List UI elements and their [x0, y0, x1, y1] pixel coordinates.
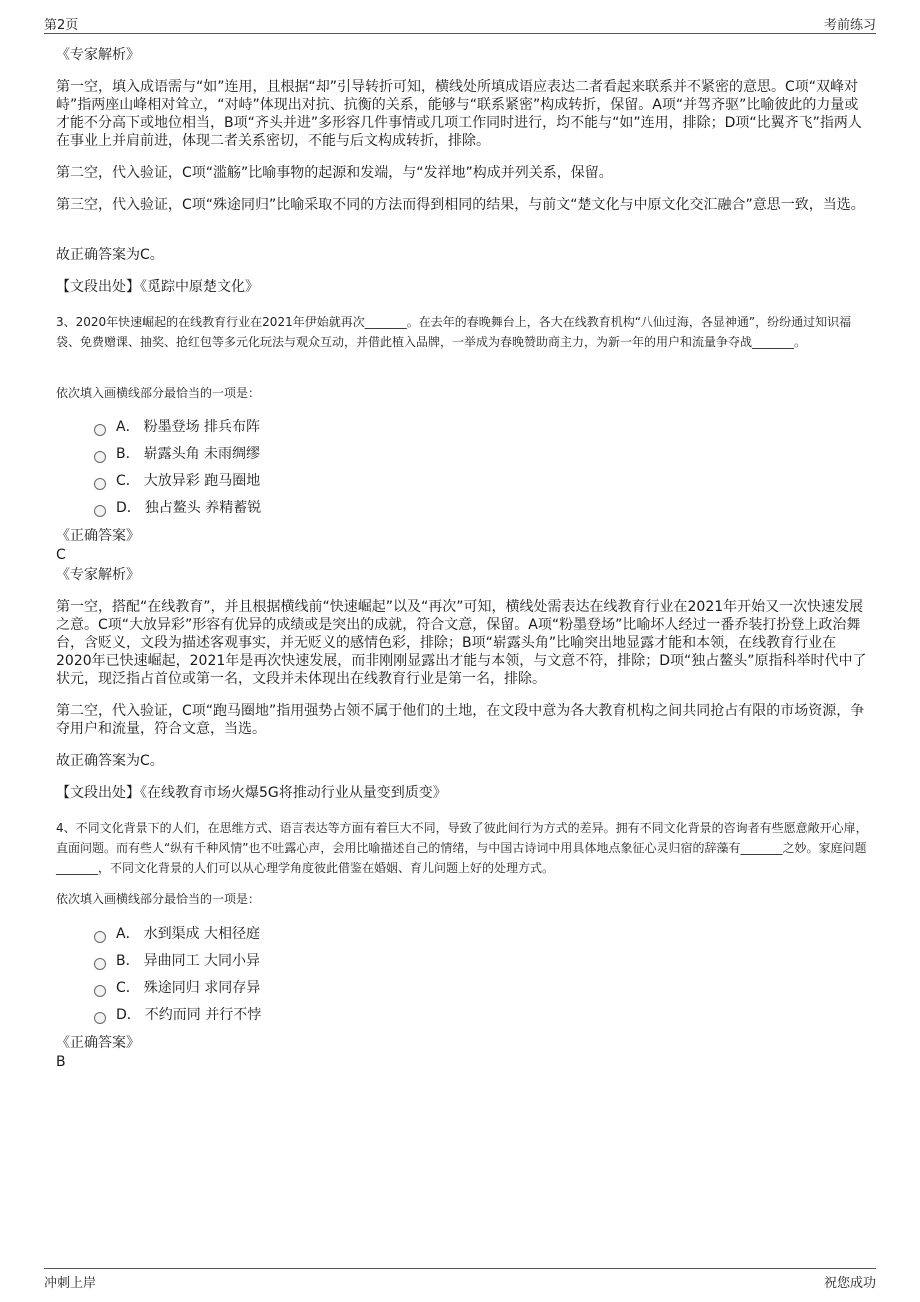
correct-answer: B [56, 1054, 66, 1070]
radio-icon[interactable] [94, 958, 106, 970]
radio-icon[interactable] [94, 478, 106, 490]
expert-analysis-label: 《专家解析》 [56, 567, 140, 583]
radio-icon[interactable] [94, 931, 106, 943]
expert-analysis-label: 《专家解析》 [56, 47, 140, 63]
analysis-paragraph: 第三空，代入验证，C项“殊途同归”比喻采取不同的方法而得到相同的结果，与前文“楚文化与中原文化交汇融合”意思一致，当选。 [56, 197, 865, 213]
analysis-paragraph: 第一空，搭配“在线教育”，并且根据横线前“快速崛起”以及“再次”可知，横线处需表达在线教育行业在2021年开始又一次快速发展之意。C项“大放异彩”形容有优异的成绩或是突出的成就，符合文意，保留。A项“粉墨登场”比喻坏人经过一番乔装打扮登上政治舞台，含贬义，文段为描述客观事实，并无贬义的感情色彩，排除；B项“崭露头角”比喻突出地显露才能和本领，在线教育行业在2020年已快速崛起，2021年是再次快速发展，而非刚刚显露出才能与本领，与文意不符，排除；D项“独占鳌头”原指科举时代中了状元，现泛指占首位或第一名，文段并未体现出在线教育行业是第一名，排除。 [56, 599, 867, 687]
question-stem: 4、不同文化背景下的人们，在思维方式、语言表达等方面有着巨大不同，导致了彼此间行为方式的差异。拥有不同文化背景的咨询者有些愿意敞开心扉，直面问题。而有些人“纵有千种风情”也不吐露心声，会用比喻描述自己的情绪，与中国古诗词中用具体地点象征心灵归宿的辞藻有_______之妙。家庭问题_______，不同文化背景的人们可以从心理学角度彼此借鉴在婚姻、育儿问题上好的处理方式。 [56, 821, 868, 875]
header-title: 考前练习 [823, 18, 876, 33]
footer-divider [44, 1268, 876, 1269]
option-c[interactable]: C． 大放异彩 跑马圈地 [94, 472, 260, 490]
option-d[interactable]: D． 不约而同 并行不悖 [94, 1006, 261, 1024]
option-a[interactable]: A． 粉墨登场 排兵布阵 [94, 418, 260, 436]
page-header [44, 14, 876, 34]
analysis-conclusion: 故正确答案为C。 [56, 247, 164, 263]
option-d[interactable]: D． 独占鳌头 养精蓄锐 [94, 499, 261, 517]
radio-icon[interactable] [94, 505, 106, 517]
option-b[interactable]: B． 异曲同工 大同小异 [94, 952, 260, 970]
question-prompt: 依次填入画横线部分最恰当的一项是： [56, 386, 261, 400]
correct-answer-label: 《正确答案》 [56, 528, 140, 544]
radio-icon[interactable] [94, 1012, 106, 1024]
analysis-paragraph: 第二空，代入验证，C项“滥觞”比喻事物的起源和发端，与“发祥地”构成并列关系，保留。 [56, 165, 613, 181]
option-c[interactable]: C． 殊途同归 求同存异 [94, 979, 260, 997]
footer-left-text: 冲刺上岸 [44, 1276, 97, 1291]
analysis-paragraph: 第一空，填入成语需与“如”连用，且根据“却”引导转折可知，横线处所填成语应表达二者看起来联系并不紧密的意思。C项“双峰对峙”指两座山峰相对耸立，“对峙”体现出对抗、抗衡的关系，能够与“联系紧密”构成转折，保留。A项“并驾齐驱”比喻彼此的力量或才能不分高下或地位相当，B项“齐头并进”多形容几件事情或几项工作同时进行，均不能与“如”连用，排除；D项“比翼齐飞”指两人在事业上并肩前进，体现二者关系密切，不能与后文构成转折，排除。 [56, 79, 862, 149]
analysis-paragraph: 第二空，代入验证，C项“跑马圈地”指用强势占领不属于他们的土地，在文段中意为各大教育机构之间共同抢占有限的市场资源，争夺用户和流量，符合文意，当选。 [56, 703, 865, 737]
source-citation: 【文段出处】《在线教育市场火爆5G将推动行业从量变到质变》 [56, 785, 447, 801]
page-footer [44, 1272, 876, 1292]
page-number: 第2页 [44, 18, 79, 33]
correct-answer: C [56, 547, 66, 563]
radio-icon[interactable] [94, 451, 106, 463]
radio-icon[interactable] [94, 424, 106, 436]
correct-answer-label: 《正确答案》 [56, 1035, 140, 1051]
radio-icon[interactable] [94, 985, 106, 997]
question-prompt: 依次填入画横线部分最恰当的一项是： [56, 892, 261, 906]
option-b[interactable]: B． 崭露头角 未雨绸缪 [94, 445, 260, 463]
source-citation: 【文段出处】《觅踪中原楚文化》 [56, 279, 259, 295]
question-stem: 3、2020年快速崛起的在线教育行业在2021年伊始就再次_______。在去年的春晚舞台上，各大在线教育机构“八仙过海，各显神通”，纷纷通过知识福袋、免费赠课、抽奖、抢红包等多元化玩法与观众互动，并借此植入品牌，一举成为春晚赞助商主力，为新一年的用户和流量争夺战_______。 [56, 315, 852, 349]
analysis-conclusion: 故正确答案为C。 [56, 753, 164, 769]
option-a[interactable]: A． 水到渠成 大相径庭 [94, 925, 260, 943]
header-divider [44, 33, 876, 34]
footer-right-text: 祝您成功 [823, 1276, 876, 1291]
